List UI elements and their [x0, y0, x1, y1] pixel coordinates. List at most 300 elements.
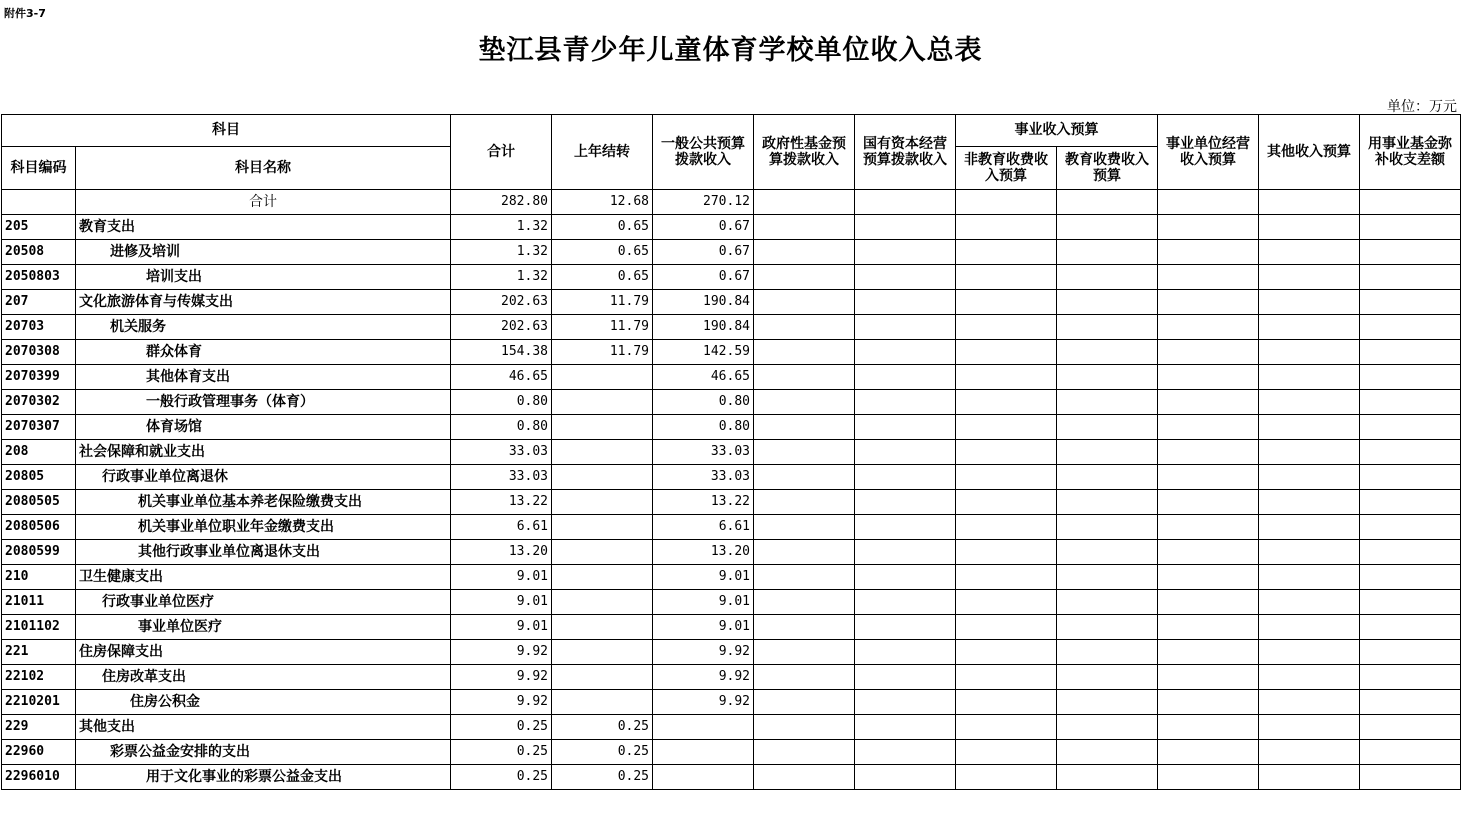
- total-cell: 6.61: [451, 515, 552, 540]
- subject-code-cell: 229: [2, 715, 76, 740]
- empty-cell: [1360, 415, 1461, 440]
- general-budget-cell: 0.67: [653, 265, 754, 290]
- empty-cell: [1057, 315, 1158, 340]
- empty-cell: [1360, 390, 1461, 415]
- header-subject: 科目: [2, 115, 451, 147]
- empty-cell: [855, 590, 956, 615]
- empty-cell: [754, 765, 855, 790]
- subject-code-cell: 2070399: [2, 365, 76, 390]
- empty-cell: [956, 615, 1057, 640]
- general-budget-cell: 9.92: [653, 690, 754, 715]
- carryover-cell: 12.68: [552, 190, 653, 215]
- empty-cell: [855, 690, 956, 715]
- empty-cell: [754, 265, 855, 290]
- empty-cell: [855, 615, 956, 640]
- general-budget-cell: 0.80: [653, 415, 754, 440]
- general-budget-cell: 0.67: [653, 215, 754, 240]
- carryover-cell: 0.65: [552, 240, 653, 265]
- empty-cell: [956, 240, 1057, 265]
- general-budget-cell: 9.92: [653, 640, 754, 665]
- subject-name-cell: 文化旅游体育与传媒支出: [76, 290, 451, 315]
- empty-cell: [1360, 515, 1461, 540]
- general-budget-cell: 33.03: [653, 440, 754, 465]
- subject-code-cell: 21011: [2, 590, 76, 615]
- empty-cell: [956, 190, 1057, 215]
- total-cell: 9.92: [451, 690, 552, 715]
- empty-cell: [956, 565, 1057, 590]
- general-budget-cell: 6.61: [653, 515, 754, 540]
- carryover-cell: [552, 690, 653, 715]
- empty-cell: [956, 390, 1057, 415]
- subject-name-cell: 住房公积金: [76, 690, 451, 715]
- header-operation: 事业单位经营收入预算: [1158, 115, 1259, 190]
- empty-cell: [855, 740, 956, 765]
- empty-cell: [1158, 315, 1259, 340]
- empty-cell: [855, 640, 956, 665]
- empty-cell: [754, 715, 855, 740]
- empty-cell: [956, 365, 1057, 390]
- total-cell: 1.32: [451, 265, 552, 290]
- empty-cell: [1158, 740, 1259, 765]
- general-budget-cell: 13.22: [653, 490, 754, 515]
- header-career-income: 事业收入预算: [956, 115, 1158, 147]
- subject-name-cell: 其他行政事业单位离退休支出: [76, 540, 451, 565]
- empty-cell: [1360, 465, 1461, 490]
- total-cell: 202.63: [451, 315, 552, 340]
- empty-cell: [1360, 640, 1461, 665]
- empty-cell: [754, 290, 855, 315]
- empty-cell: [1360, 190, 1461, 215]
- subject-name-cell: 事业单位医疗: [76, 615, 451, 640]
- subject-code-cell: 22960: [2, 740, 76, 765]
- total-cell: 0.25: [451, 740, 552, 765]
- table-row: [2, 315, 1461, 340]
- empty-cell: [1158, 565, 1259, 590]
- empty-cell: [1360, 265, 1461, 290]
- empty-cell: [956, 340, 1057, 365]
- empty-cell: [1057, 490, 1158, 515]
- empty-cell: [1360, 315, 1461, 340]
- subject-code-cell: 20805: [2, 465, 76, 490]
- empty-cell: [855, 290, 956, 315]
- general-budget-cell: 190.84: [653, 315, 754, 340]
- subject-code-cell: 2210201: [2, 690, 76, 715]
- empty-cell: [1158, 240, 1259, 265]
- empty-cell: [855, 190, 956, 215]
- empty-cell: [1158, 440, 1259, 465]
- table-body: [2, 190, 1461, 790]
- empty-cell: [1057, 240, 1158, 265]
- empty-cell: [956, 415, 1057, 440]
- empty-cell: [1360, 565, 1461, 590]
- subject-name-cell: 彩票公益金安排的支出: [76, 740, 451, 765]
- general-budget-cell: 270.12: [653, 190, 754, 215]
- table-row: [2, 540, 1461, 565]
- empty-cell: [754, 365, 855, 390]
- empty-cell: [956, 590, 1057, 615]
- empty-cell: [754, 690, 855, 715]
- empty-cell: [1158, 465, 1259, 490]
- empty-cell: [1158, 615, 1259, 640]
- subject-name-cell: 行政事业单位离退休: [76, 465, 451, 490]
- empty-cell: [754, 390, 855, 415]
- empty-cell: [1259, 740, 1360, 765]
- empty-cell: [855, 215, 956, 240]
- general-budget-cell: [653, 715, 754, 740]
- header-carryover: 上年结转: [552, 115, 653, 190]
- header-general-budget: 一般公共预算拨款收入: [653, 115, 754, 190]
- total-cell: 33.03: [451, 465, 552, 490]
- table-total-row: [2, 190, 1461, 215]
- subject-code-cell: 2070307: [2, 415, 76, 440]
- subject-code-cell: 2050803: [2, 265, 76, 290]
- empty-cell: [754, 240, 855, 265]
- empty-cell: [855, 340, 956, 365]
- subject-code-cell: 20703: [2, 315, 76, 340]
- total-cell: 13.22: [451, 490, 552, 515]
- empty-cell: [1259, 390, 1360, 415]
- empty-cell: [1360, 440, 1461, 465]
- empty-cell: [956, 740, 1057, 765]
- subject-name-cell: 群众体育: [76, 340, 451, 365]
- general-budget-cell: 9.92: [653, 665, 754, 690]
- empty-cell: [855, 565, 956, 590]
- carryover-cell: [552, 565, 653, 590]
- empty-cell: [1057, 440, 1158, 465]
- empty-cell: [754, 465, 855, 490]
- empty-cell: [855, 715, 956, 740]
- empty-cell: [1158, 290, 1259, 315]
- header-state-capital: 国有资本经营预算拨款收入: [855, 115, 956, 190]
- carryover-cell: [552, 490, 653, 515]
- subject-name-cell: 用于文化事业的彩票公益金支出: [76, 765, 451, 790]
- subject-code-cell: 208: [2, 440, 76, 465]
- empty-cell: [855, 765, 956, 790]
- empty-cell: [1360, 365, 1461, 390]
- empty-cell: [754, 740, 855, 765]
- empty-cell: [855, 390, 956, 415]
- empty-cell: [855, 365, 956, 390]
- general-budget-cell: 190.84: [653, 290, 754, 315]
- subject-code-cell: 2070308: [2, 340, 76, 365]
- carryover-cell: [552, 590, 653, 615]
- total-cell: 33.03: [451, 440, 552, 465]
- empty-cell: [1360, 340, 1461, 365]
- subject-code-cell: 2101102: [2, 615, 76, 640]
- subject-code-cell: 2080599: [2, 540, 76, 565]
- empty-cell: [1158, 640, 1259, 665]
- empty-cell: [956, 465, 1057, 490]
- empty-cell: [754, 665, 855, 690]
- subject-code-cell: 210: [2, 565, 76, 590]
- empty-cell: [1259, 765, 1360, 790]
- carryover-cell: [552, 365, 653, 390]
- subject-code-cell: 2080506: [2, 515, 76, 540]
- empty-cell: [1259, 490, 1360, 515]
- total-cell: 46.65: [451, 365, 552, 390]
- empty-cell: [1057, 515, 1158, 540]
- table-row: [2, 465, 1461, 490]
- empty-cell: [956, 765, 1057, 790]
- empty-cell: [1158, 765, 1259, 790]
- empty-cell: [754, 590, 855, 615]
- empty-cell: [754, 515, 855, 540]
- table-row: [2, 515, 1461, 540]
- empty-cell: [855, 665, 956, 690]
- empty-cell: [754, 440, 855, 465]
- empty-cell: [1057, 640, 1158, 665]
- carryover-cell: [552, 515, 653, 540]
- carryover-cell: [552, 390, 653, 415]
- carryover-cell: [552, 465, 653, 490]
- subject-code-cell: 2070302: [2, 390, 76, 415]
- empty-cell: [1057, 190, 1158, 215]
- empty-cell: [754, 190, 855, 215]
- empty-cell: [956, 540, 1057, 565]
- table-row: [2, 240, 1461, 265]
- empty-cell: [754, 490, 855, 515]
- empty-cell: [1360, 690, 1461, 715]
- empty-cell: [956, 490, 1057, 515]
- empty-cell: [1259, 615, 1360, 640]
- empty-cell: [956, 665, 1057, 690]
- carryover-cell: 11.79: [552, 315, 653, 340]
- empty-cell: [1360, 490, 1461, 515]
- empty-cell: [1057, 565, 1158, 590]
- empty-cell: [1259, 715, 1360, 740]
- table-row: [2, 665, 1461, 690]
- empty-cell: [1360, 665, 1461, 690]
- general-budget-cell: 0.80: [653, 390, 754, 415]
- subject-code-cell: 2080505: [2, 490, 76, 515]
- total-cell: 282.80: [451, 190, 552, 215]
- table-header: [2, 115, 1461, 190]
- empty-cell: [1259, 665, 1360, 690]
- carryover-cell: 0.25: [552, 765, 653, 790]
- empty-cell: [1057, 690, 1158, 715]
- table-row: [2, 415, 1461, 440]
- general-budget-cell: 142.59: [653, 340, 754, 365]
- subject-code-cell: [2, 190, 76, 215]
- empty-cell: [1158, 590, 1259, 615]
- table-row: [2, 365, 1461, 390]
- subject-name-cell: 合计: [76, 190, 451, 215]
- empty-cell: [855, 440, 956, 465]
- empty-cell: [754, 565, 855, 590]
- total-cell: 0.80: [451, 390, 552, 415]
- table-row: [2, 215, 1461, 240]
- table-row: [2, 565, 1461, 590]
- empty-cell: [1158, 390, 1259, 415]
- empty-cell: [956, 715, 1057, 740]
- empty-cell: [1057, 465, 1158, 490]
- empty-cell: [855, 540, 956, 565]
- general-budget-cell: 9.01: [653, 615, 754, 640]
- empty-cell: [1259, 690, 1360, 715]
- table-row: [2, 390, 1461, 415]
- empty-cell: [956, 515, 1057, 540]
- empty-cell: [1158, 340, 1259, 365]
- table-row: [2, 640, 1461, 665]
- total-cell: 202.63: [451, 290, 552, 315]
- carryover-cell: 11.79: [552, 340, 653, 365]
- empty-cell: [1259, 315, 1360, 340]
- subject-name-cell: 机关服务: [76, 315, 451, 340]
- empty-cell: [956, 215, 1057, 240]
- empty-cell: [855, 265, 956, 290]
- carryover-cell: [552, 415, 653, 440]
- empty-cell: [855, 465, 956, 490]
- empty-cell: [754, 540, 855, 565]
- total-cell: 1.32: [451, 240, 552, 265]
- empty-cell: [754, 215, 855, 240]
- carryover-cell: [552, 615, 653, 640]
- table-row: [2, 340, 1461, 365]
- header-total: 合计: [451, 115, 552, 190]
- empty-cell: [1057, 765, 1158, 790]
- empty-cell: [1360, 590, 1461, 615]
- empty-cell: [1057, 715, 1158, 740]
- empty-cell: [1360, 290, 1461, 315]
- subject-name-cell: 住房改革支出: [76, 665, 451, 690]
- empty-cell: [1057, 290, 1158, 315]
- header-non-edu-fee: 非教育收费收入预算: [956, 147, 1057, 190]
- subject-name-cell: 机关事业单位职业年金缴费支出: [76, 515, 451, 540]
- total-cell: 0.80: [451, 415, 552, 440]
- subject-name-cell: 一般行政管理事务（体育）: [76, 390, 451, 415]
- subject-name-cell: 教育支出: [76, 215, 451, 240]
- empty-cell: [1158, 215, 1259, 240]
- header-gov-fund: 政府性基金预算拨款收入: [754, 115, 855, 190]
- empty-cell: [754, 415, 855, 440]
- carryover-cell: 0.25: [552, 715, 653, 740]
- carryover-cell: 11.79: [552, 290, 653, 315]
- empty-cell: [1259, 190, 1360, 215]
- table-row: [2, 740, 1461, 765]
- empty-cell: [1158, 690, 1259, 715]
- general-budget-cell: 46.65: [653, 365, 754, 390]
- empty-cell: [1259, 465, 1360, 490]
- carryover-cell: [552, 640, 653, 665]
- empty-cell: [1057, 540, 1158, 565]
- empty-cell: [956, 440, 1057, 465]
- empty-cell: [1259, 415, 1360, 440]
- subject-name-cell: 体育场馆: [76, 415, 451, 440]
- total-cell: 9.01: [451, 590, 552, 615]
- empty-cell: [1259, 265, 1360, 290]
- empty-cell: [1360, 715, 1461, 740]
- header-other: 其他收入预算: [1259, 115, 1360, 190]
- empty-cell: [1057, 390, 1158, 415]
- empty-cell: [1158, 190, 1259, 215]
- empty-cell: [1057, 340, 1158, 365]
- empty-cell: [1259, 640, 1360, 665]
- empty-cell: [1158, 715, 1259, 740]
- carryover-cell: 0.65: [552, 265, 653, 290]
- empty-cell: [1057, 665, 1158, 690]
- subject-code-cell: 205: [2, 215, 76, 240]
- page-title: 垫江县青少年儿童体育学校单位收入总表: [478, 35, 983, 66]
- empty-cell: [1360, 765, 1461, 790]
- empty-cell: [855, 490, 956, 515]
- total-cell: 0.25: [451, 715, 552, 740]
- empty-cell: [1360, 540, 1461, 565]
- subject-name-cell: 行政事业单位医疗: [76, 590, 451, 615]
- empty-cell: [1259, 590, 1360, 615]
- empty-cell: [1259, 515, 1360, 540]
- table-row: [2, 490, 1461, 515]
- subject-code-cell: 2296010: [2, 765, 76, 790]
- empty-cell: [1057, 740, 1158, 765]
- empty-cell: [1158, 540, 1259, 565]
- total-cell: 9.92: [451, 665, 552, 690]
- empty-cell: [1057, 590, 1158, 615]
- empty-cell: [1360, 740, 1461, 765]
- empty-cell: [754, 340, 855, 365]
- carryover-cell: [552, 665, 653, 690]
- table-row: [2, 715, 1461, 740]
- subject-name-cell: 住房保障支出: [76, 640, 451, 665]
- empty-cell: [1259, 440, 1360, 465]
- empty-cell: [1158, 365, 1259, 390]
- subject-code-cell: 221: [2, 640, 76, 665]
- empty-cell: [1057, 615, 1158, 640]
- general-budget-cell: 13.20: [653, 540, 754, 565]
- attachment-label: 附件3-7: [4, 7, 46, 20]
- empty-cell: [1259, 365, 1360, 390]
- income-summary-table: [1, 114, 1461, 790]
- total-cell: 0.25: [451, 765, 552, 790]
- empty-cell: [1259, 215, 1360, 240]
- subject-code-cell: 20508: [2, 240, 76, 265]
- empty-cell: [1360, 615, 1461, 640]
- total-cell: 154.38: [451, 340, 552, 365]
- empty-cell: [1158, 415, 1259, 440]
- subject-code-cell: 207: [2, 290, 76, 315]
- empty-cell: [956, 315, 1057, 340]
- table-row: [2, 290, 1461, 315]
- empty-cell: [956, 265, 1057, 290]
- table-row: [2, 265, 1461, 290]
- total-cell: 9.01: [451, 615, 552, 640]
- subject-code-cell: 22102: [2, 665, 76, 690]
- general-budget-cell: 0.67: [653, 240, 754, 265]
- general-budget-cell: [653, 740, 754, 765]
- subject-name-cell: 其他体育支出: [76, 365, 451, 390]
- general-budget-cell: [653, 765, 754, 790]
- empty-cell: [1259, 290, 1360, 315]
- carryover-cell: [552, 440, 653, 465]
- empty-cell: [855, 240, 956, 265]
- table-row: [2, 690, 1461, 715]
- subject-name-cell: 进修及培训: [76, 240, 451, 265]
- empty-cell: [1057, 265, 1158, 290]
- carryover-cell: 0.25: [552, 740, 653, 765]
- empty-cell: [1259, 340, 1360, 365]
- subject-name-cell: 卫生健康支出: [76, 565, 451, 590]
- table-row: [2, 590, 1461, 615]
- empty-cell: [855, 315, 956, 340]
- subject-name-cell: 机关事业单位基本养老保险缴费支出: [76, 490, 451, 515]
- header-fund-compensation: 用事业基金弥补收支差额: [1360, 115, 1461, 190]
- empty-cell: [1259, 240, 1360, 265]
- total-cell: 9.92: [451, 640, 552, 665]
- header-subject-name: 科目名称: [76, 147, 451, 190]
- table-row: [2, 615, 1461, 640]
- total-cell: 1.32: [451, 215, 552, 240]
- empty-cell: [1158, 665, 1259, 690]
- general-budget-cell: 9.01: [653, 590, 754, 615]
